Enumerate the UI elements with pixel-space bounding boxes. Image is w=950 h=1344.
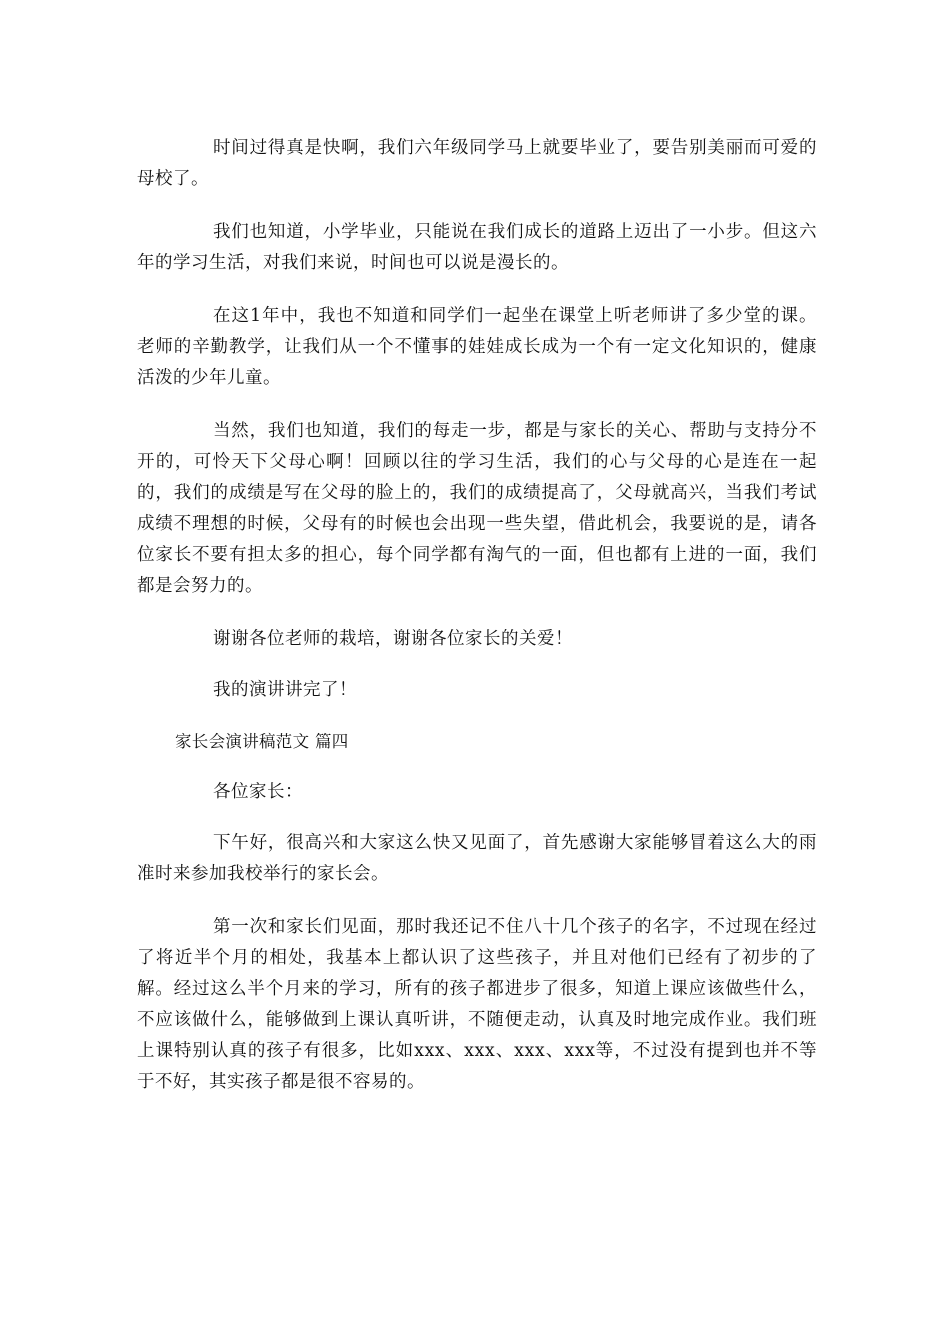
section-heading: 家长会演讲稿范文 篇四 bbox=[175, 732, 349, 751]
paragraph-first-meeting: 第一次和家长们见面，那时我还记不住八十几个孩子的名字，不过现在经过了将近半个月的相处，我基本上都认识了这些孩子，并且对他们已经有了初步的了解。经过这么半个月来的学习，所有的孩子都进步了很多，知道上课应该做些什么，不应该做什么，能够做到上课认真听讲，不随便走动，认真及时地完成作业。我们班上课特别认真的孩子有很多，比如xxx、xxx、xxx、xxx等，不过没有提到也并不等于不好，其实孩子都是很不容易的。 bbox=[137, 917, 817, 1092]
paragraph-speech-end: 我的演讲讲完了！ bbox=[213, 680, 357, 700]
paragraph-welcome: 下午好，很高兴和大家这么快又见面了，首先感谢大家能够冒着这么大的雨准时来参加我校举行的家长会。 bbox=[137, 833, 817, 884]
paragraph-small-step: 我们也知道，小学毕业，只能说在我们成长的道路上迈出了一小步。但这六年的学习生活，对我们来说，时间也可以说是漫长的。 bbox=[137, 222, 817, 273]
paragraph-classroom: 在这1年中，我也不知道和同学们一起坐在课堂上听老师讲了多少堂的课。老师的辛勤教学，让我们从一个不懂事的娃娃成长成为一个有一定文化知识的，健康活泼的少年儿童。 bbox=[137, 306, 817, 388]
document-body bbox=[137, 133, 817, 1120]
paragraph-graduation: 时间过得真是快啊，我们六年级同学马上就要毕业了，要告别美丽而可爱的母校了。 bbox=[137, 138, 817, 189]
paragraph-parents-care: 当然，我们也知道，我们的每走一步，都是与家长的关心、帮助与支持分不开的，可怜天下父母心啊！回顾以往的学习生活，我们的心与父母的心是连在一起的，我们的成绩是写在父母的脸上的，我们的成绩提高了，父母就高兴，当我们考试成绩不理想的时候，父母有的时候也会出现一些失望，借此机会，我要说的是，请各位家长不要有担太多的担心，每个同学都有淘气的一面，但也都有上进的一面，我们都是会努力的。 bbox=[137, 421, 817, 596]
paragraph-thanks: 谢谢各位老师的栽培，谢谢各位家长的关爱！ bbox=[213, 629, 573, 649]
paragraph-greeting: 各位家长： bbox=[213, 782, 303, 802]
